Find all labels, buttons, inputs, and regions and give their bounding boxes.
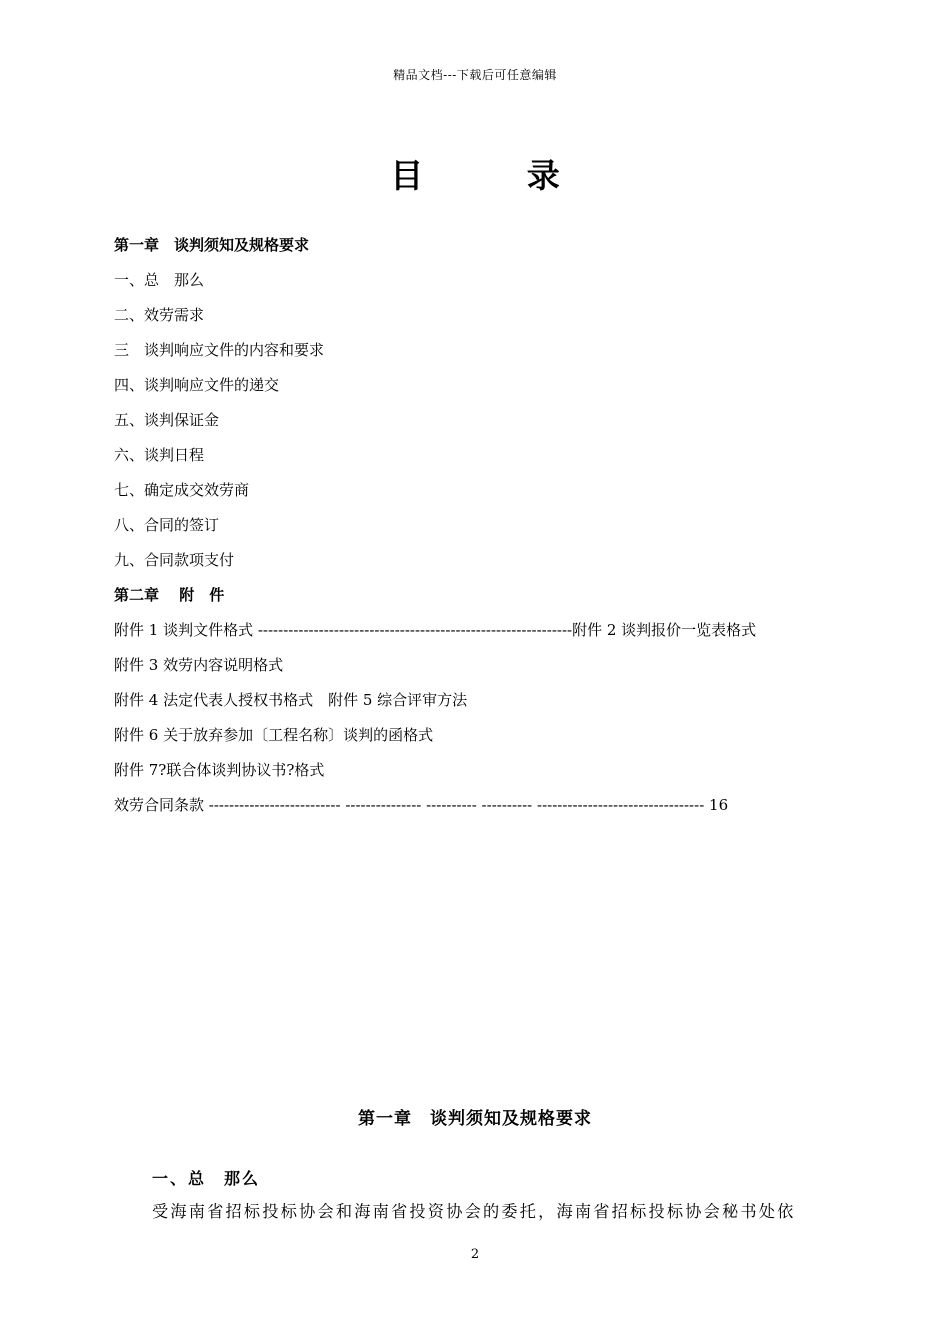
toc-entry-attachment-4-5: 附件 4 法定代表人授权书格式 附件 5 综合评审方法 (114, 691, 468, 709)
toc-entry-attachment-6: 附件 6 关于放弃参加〔工程名称〕谈判的函格式 (114, 726, 434, 744)
chapter-heading: 第一章 谈判须知及规格要求 (358, 1109, 592, 1129)
toc-entry-schedule: 六、谈判日程 (114, 446, 205, 464)
toc-entry-contract-terms: 效劳合同条款 -------------------------- --------------- ---------- ---------- --------------------------------- 16 (114, 796, 729, 814)
page-header-note: 精品文档---下载后可任意编辑 (393, 68, 557, 82)
toc-entry-deposit: 五、谈判保证金 (114, 411, 220, 429)
toc-entry-response-content: 三 谈判响应文件的内容和要求 (114, 341, 325, 359)
toc-entry-determine-supplier: 七、确定成交效劳商 (114, 481, 250, 499)
toc-entry-chapter-1: 第一章 谈判须知及规格要求 (114, 236, 310, 254)
section-heading: 一、总 那么 (152, 1169, 261, 1188)
toc-entry-chapter-2: 第二章 附 件 (114, 586, 225, 604)
table-of-contents (114, 230, 844, 825)
toc-entry-general: 一、总 那么 (114, 271, 205, 289)
toc-entry-attachment-3: 附件 3 效劳内容说明格式 (114, 656, 284, 674)
page-number: 2 (470, 1247, 480, 1262)
toc-entry-attachment-1-2: 附件 1 谈判文件格式 --------------------------------------------------------------附件 2 谈判报价一览表格式 (114, 621, 757, 639)
toc-entry-contract-signing: 八、合同的签订 (114, 516, 220, 534)
toc-entry-service-requirements: 二、效劳需求 (114, 306, 205, 324)
toc-title: 目 录 (390, 156, 606, 195)
toc-entry-attachment-7: 附件 7?联合体谈判协议书?格式 (114, 761, 325, 779)
toc-entry-response-submission: 四、谈判响应文件的递交 (114, 376, 280, 394)
body-paragraph: 受海南省招标投标协会和海南省投资协会的委托，海南省招标投标协会秘书处依 (152, 1202, 796, 1221)
toc-entry-contract-payment: 九、合同款项支付 (114, 551, 235, 569)
